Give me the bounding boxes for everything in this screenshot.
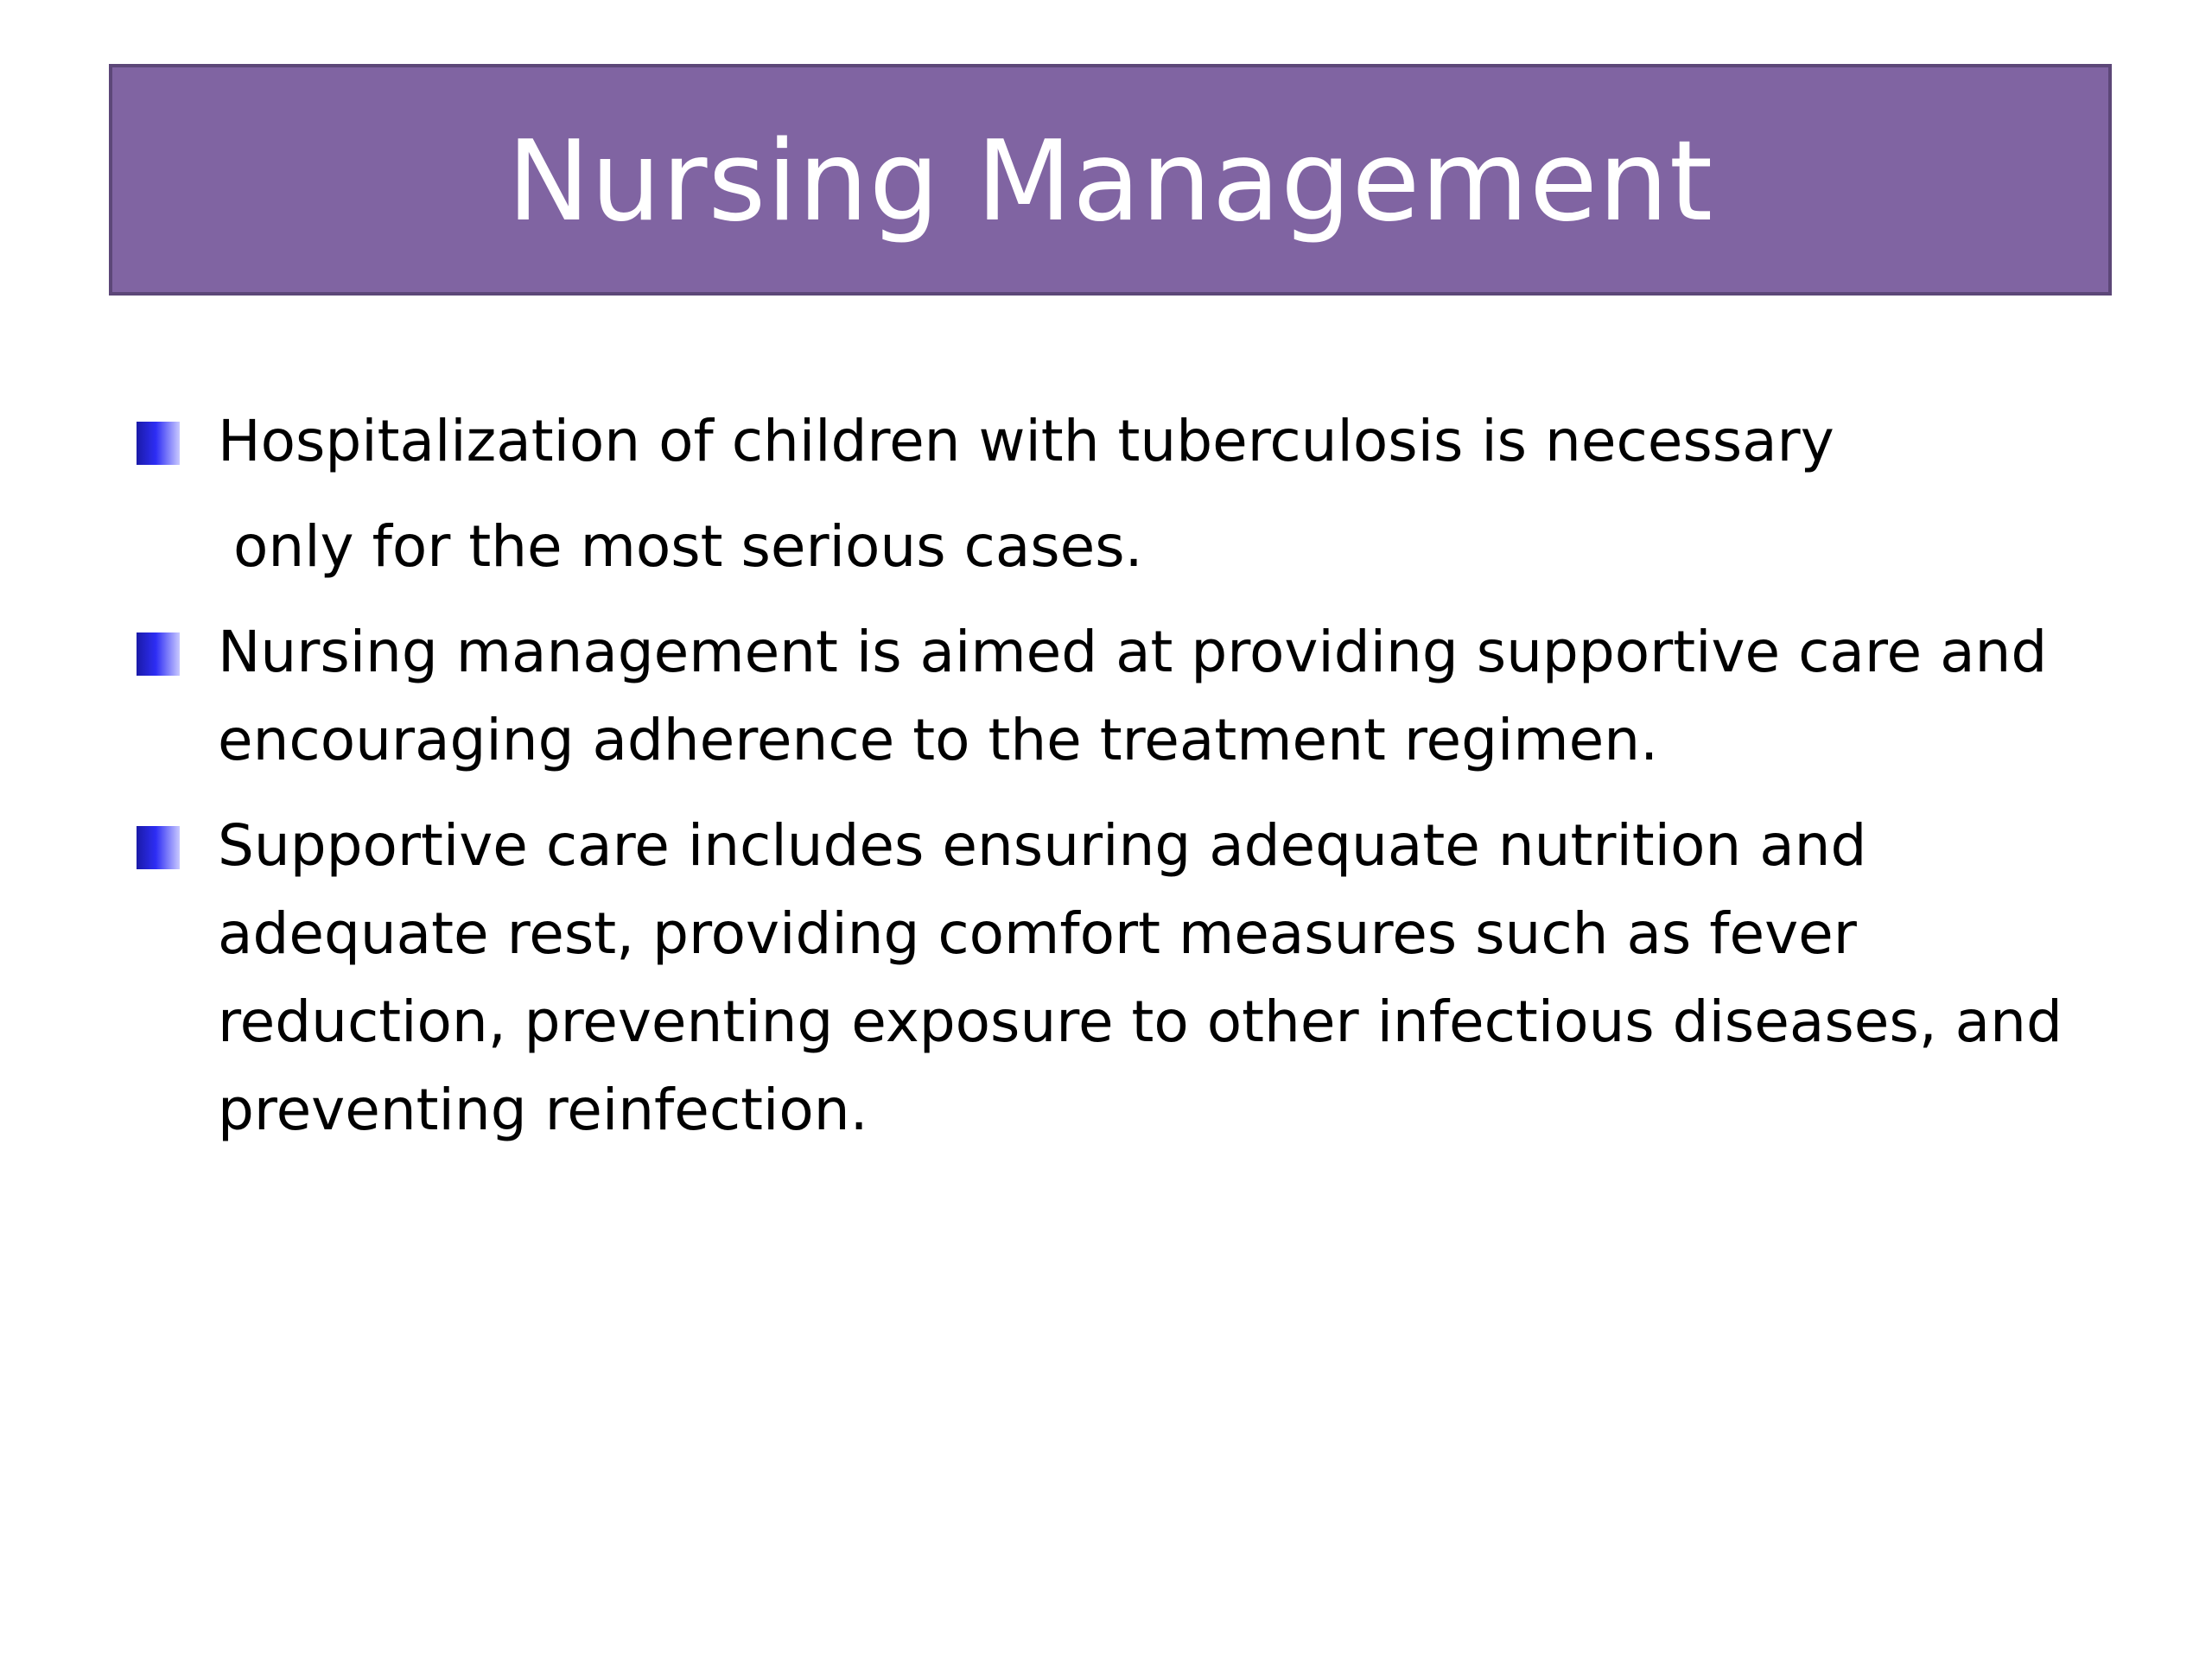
bullet-text: Nursing management is aimed at providing supportive care and encouraging adherence to the treatment regimen.: [218, 619, 2048, 773]
square-bullet-icon: [137, 632, 180, 676]
slide-title: Nursing Management: [507, 118, 1713, 246]
square-bullet-icon: [137, 422, 180, 465]
square-bullet-icon: [137, 826, 180, 869]
bullet-item: [137, 802, 2081, 1154]
bullet-text: Supportive care includes ensuring adequate nutrition and adequate rest, providing comfort measures such as fever reduction, preventing exposure to other infectious diseases, and preventing reinfection.: [218, 812, 2063, 1143]
bullet-item: [137, 397, 2081, 591]
bullet-list: [137, 397, 2081, 1172]
bullet-item: [137, 608, 2081, 785]
bullet-text: Hospitalization of children with tuberculosis is necessary: [218, 408, 1834, 474]
bullet-text-continuation: only for the most serious cases.: [233, 513, 1143, 580]
title-bar: [109, 64, 2112, 296]
